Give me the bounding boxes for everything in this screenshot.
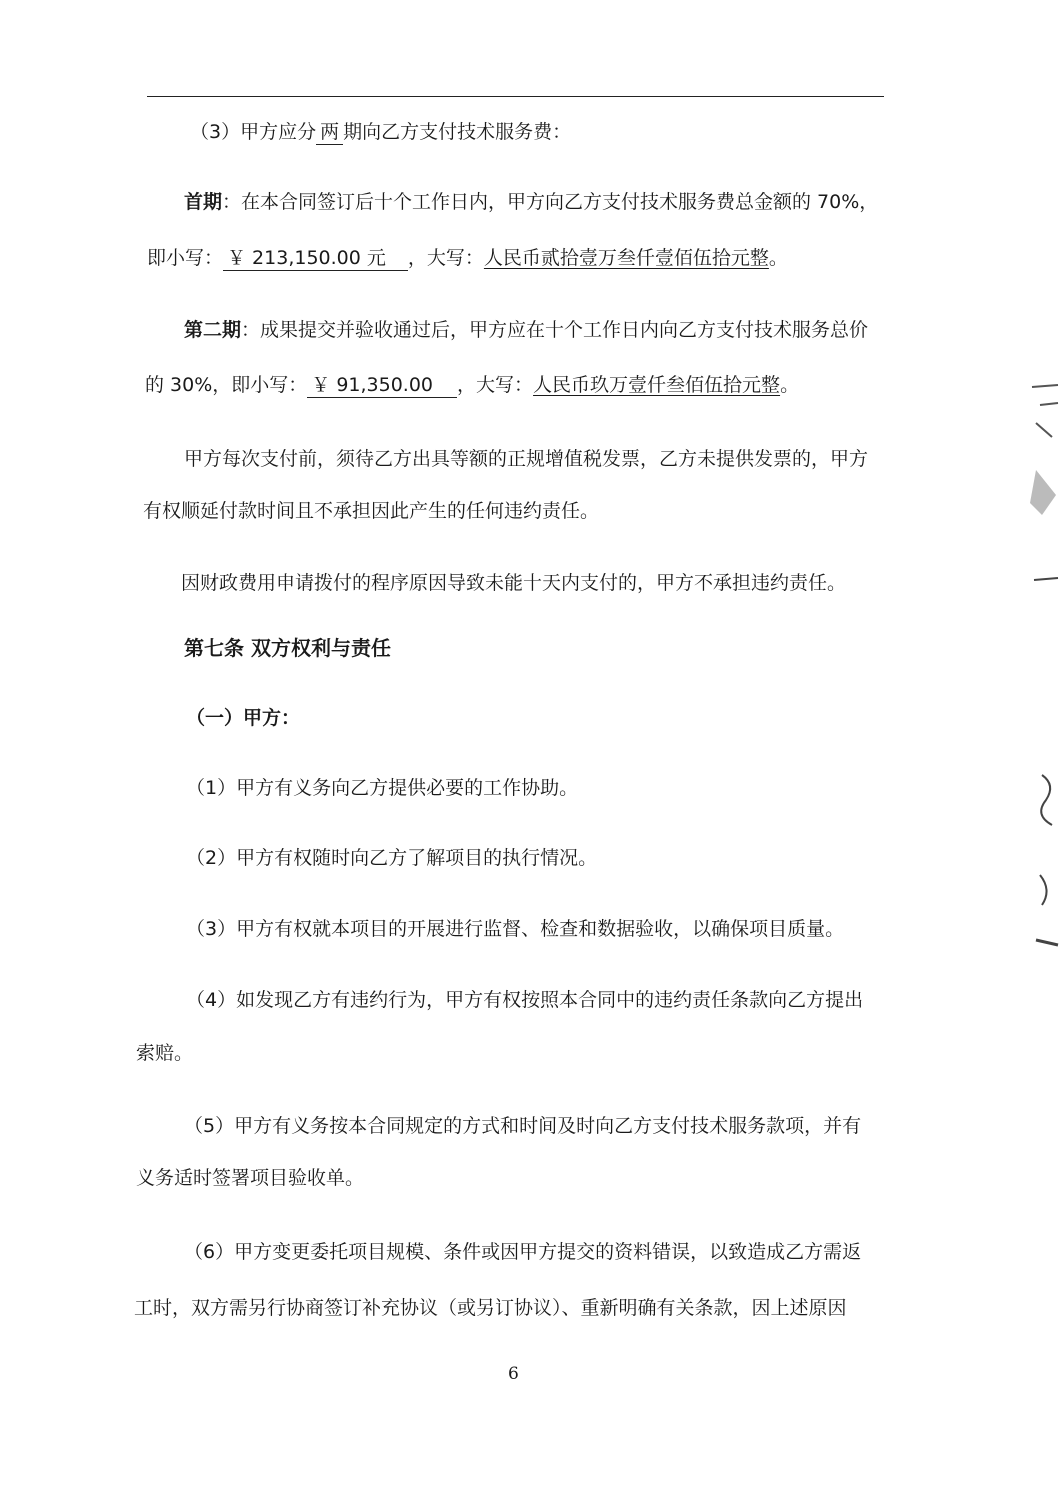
payment-periods: 两 (316, 120, 343, 145)
payment-intro-line: （3）甲方应分 两 期向乙方支付技术服务费： (190, 121, 572, 143)
delay-note: 因财政费用申请拨付的程序原因导致未能十天内支付的，甲方不承担违约责任。 (181, 572, 847, 594)
page-number: 6 (508, 1364, 519, 1384)
party-a-item-4-line-1: （4）如发现乙方有违约行为，甲方有权按照本合同中的违约责任条款向乙方提出 (186, 989, 864, 1011)
second-payment-line: 第二期：成果提交并验收通过后，甲方应在十个工作日内向乙方支付技术服务总价 (184, 319, 869, 341)
party-a-item-1: （1）甲方有义务向乙方提供必要的工作协助。 (186, 777, 579, 799)
party-a-item-4-line-2: 索赔。 (136, 1042, 194, 1064)
second-payment-amount-small: ￥ 91,350.00 (307, 373, 457, 398)
second-payment-amount-line: 的 30%，即小写： ￥ 91,350.00 ，大写：人民币玖万壹仟叁佰伍拾元整。 (145, 374, 800, 396)
party-a-item-5-line-1: （5）甲方有义务按本合同规定的方式和时间及时向乙方支付技术服务款项，并有 (184, 1115, 862, 1137)
header-rule (147, 96, 884, 97)
first-payment-amount-small: ￥ 213,150.00 元 (223, 246, 408, 271)
party-a-item-2: （2）甲方有权随时向乙方了解项目的执行情况。 (186, 847, 598, 869)
article7-title: 第七条 双方权利与责任 (184, 636, 391, 660)
invoice-note-line-2: 有权顺延付款时间且不承担因此产生的任何违约责任。 (143, 500, 600, 522)
second-payment-label: 第二期 (184, 319, 242, 341)
party-a-item-3: （3）甲方有权就本项目的开展进行监督、检查和数据验收，以确保项目质量。 (186, 918, 845, 940)
first-payment-amount-line: 即小写： ￥ 213,150.00 元 ，大写：人民币贰拾壹万叁仟壹佰伍拾元整。 (147, 247, 788, 269)
second-payment-amount-big: 人民币玖万壹仟叁佰伍拾元整 (533, 374, 781, 396)
party-a-item-6-line-2: 工时，双方需另行协商签订补充协议（或另订协议）、重新明确有关条款，因上述原因 (134, 1297, 847, 1319)
first-payment-label: 首期 (184, 191, 223, 213)
party-a-item-5-line-2: 义务适时签署项目验收单。 (136, 1167, 365, 1189)
invoice-note-line-1: 甲方每次支付前，须待乙方出具等额的正规增值税发票，乙方未提供发票的，甲方 (184, 448, 869, 470)
party-a-heading: （一）甲方： (186, 707, 301, 729)
first-payment-line: 首期：在本合同签订后十个工作日内，甲方向乙方支付技术服务费总金额的 70%， (184, 191, 879, 213)
first-payment-amount-big: 人民币贰拾壹万叁仟壹佰伍拾元整 (483, 247, 769, 269)
party-a-item-6-line-1: （6）甲方变更委托项目规模、条件或因甲方提交的资料错误，以致造成乙方需返 (184, 1241, 862, 1263)
seam-seal-stamp-edge (1022, 375, 1060, 975)
